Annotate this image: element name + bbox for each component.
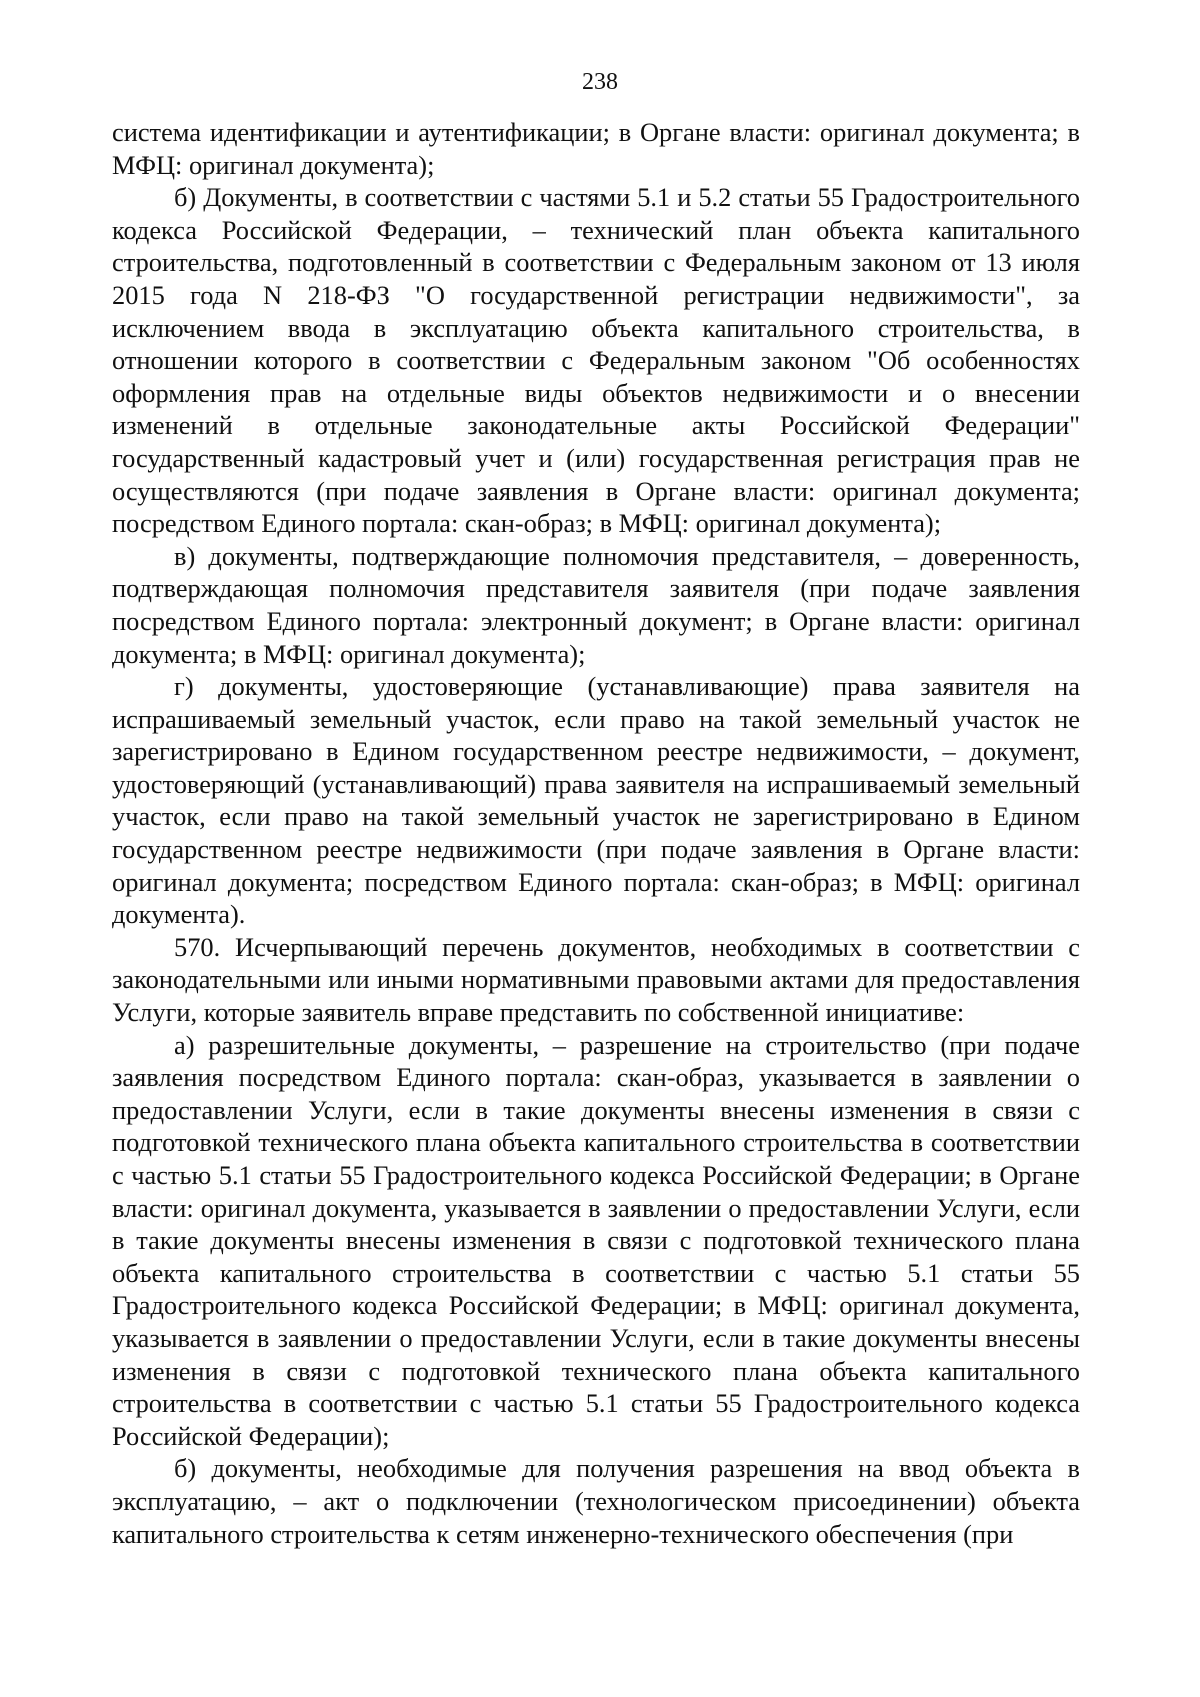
paragraph-continuation: система идентификации и аутентификации; в Органе власти: оригинал документа; в МФЦ: оригинал документа);	[112, 117, 1080, 180]
paragraph-item-a-permits: а) разрешительные документы, – разрешение на строительство (при подаче заявления посредством Единого портала: скан-образ, указывается в заявлении о предоставлении Услуги, если в такие документы внесены изменения в связи с подготовкой технического плана объекта капитального строительства в соответствии с частью 5.1 статьи 55 Градостроительного кодекса Российской Федерации; в Органе власти: оригинал документа, указывается в заявлении о предоставлении Услуги, если в такие документы внесены изменения в связи с подготовкой технического плана объекта капитального строительства в соответствии с частью 5.1 статьи 55 Градостроительного кодекса Российской Федерации; в МФЦ: оригинал документа, указывается в заявлении о предоставлении Услуги, если в такие документы внесены изменения в связи с подготовкой технического плана объекта капитального строительства в соответствии с частью 5.1 статьи 55 Градостроительного кодекса Российской Федерации);	[112, 1029, 1080, 1451]
paragraph-item-b-commissioning-docs: б) документы, необходимые для получения разрешения на ввод объекта в эксплуатацию, – акт о подключении (технологическом присоединении) объекта капитального строительства к сетям инженерно-технического обеспечения (при	[112, 1453, 1080, 1549]
paragraph-item-g-land-rights: г) документы, удостоверяющие (устанавливающие) права заявителя на испрашиваемый земельный участок, если право на такой земельный участок не зарегистрировано в Едином государственном реестре недвижимости, – документ, удостоверяющий (устанавливающий) права заявителя на испрашиваемый земельный участок, если право на такой земельный участок не зарегистрировано в Едином государственном реестре недвижимости (при подаче заявления в Органе власти: оригинал документа; посредством Единого портала: скан-образ; в МФЦ: оригинал документа).	[112, 671, 1080, 930]
paragraph-item-b-technical-plan: б) Документы, в соответствии с частями 5.1 и 5.2 статьи 55 Градостроительного кодекса Российской Федерации, – технический план объекта капитального строительства, подготовленный в соответствии с Федеральным законом от 13 июля 2015 года N 218-ФЗ "О государственной регистрации недвижимости", за исключением ввода в эксплуатацию объекта капитального строительства, в отношении которого в соответствии с Федеральным законом "Об особенностях оформления прав на отдельные виды объектов недвижимости и о внесении изменений в отдельные законодательные акты Российской Федерации" государственный кадастровый учет и (или) государственная регистрация прав не осуществляются (при подаче заявления в Органе власти: оригинал документа; посредством Единого портала: скан-образ; в МФЦ: оригинал документа);	[112, 182, 1080, 539]
page-number: 238	[582, 69, 618, 95]
paragraph-item-v-representative-authority: в) документы, подтверждающие полномочия представителя, – доверенность, подтверждающая полномочия представителя заявителя (при подаче заявления посредством Единого портала: электронный документ; в Органе власти: оригинал документа; в МФЦ: оригинал документа);	[112, 540, 1080, 669]
paragraph-570-document-list: 570. Исчерпывающий перечень документов, необходимых в соответствии с законодательными или иными нормативными правовыми актами для предоставления Услуги, которые заявитель вправе представить по собственной инициативе:	[112, 931, 1080, 1028]
document-body	[112, 116, 1080, 1550]
